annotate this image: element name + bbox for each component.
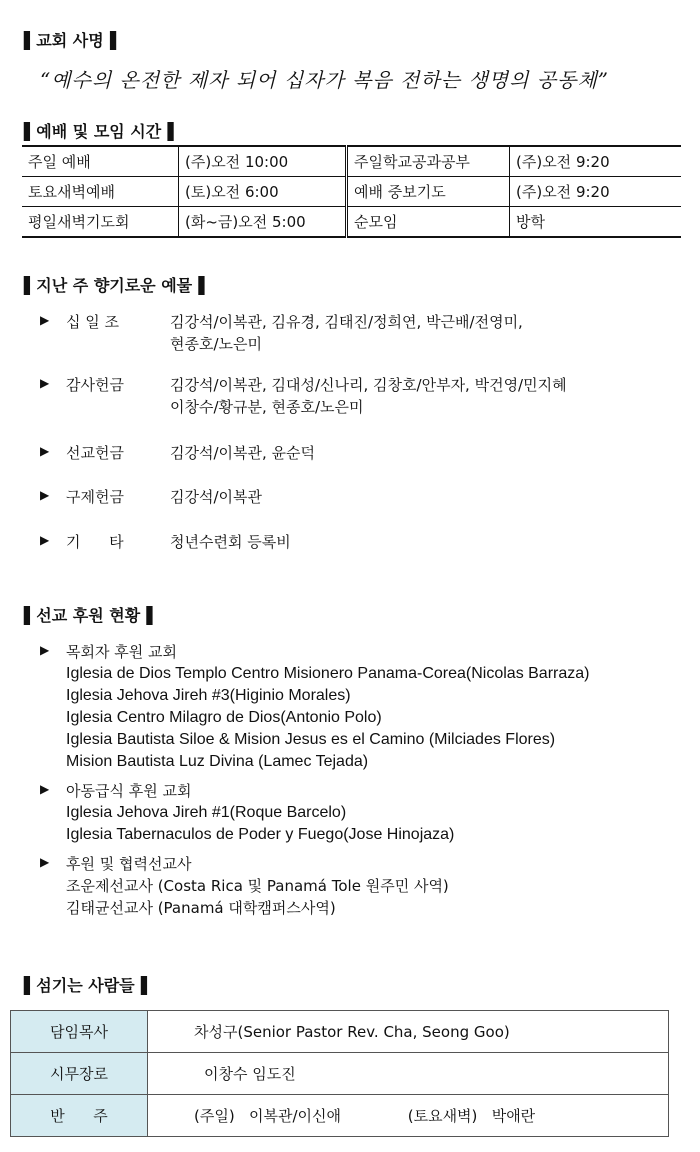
offering-names bbox=[170, 374, 650, 418]
mission-group-head: 목회자 후원 교회 bbox=[66, 643, 177, 661]
table-cell: 토요새벽예배 bbox=[22, 177, 179, 207]
table-row bbox=[11, 1095, 669, 1137]
table-cell: (주)오전 9:20 bbox=[510, 146, 682, 177]
table-row bbox=[11, 1053, 669, 1095]
offering-label: 감사헌금 bbox=[66, 376, 124, 394]
triangle-right-icon: ▶ bbox=[40, 376, 50, 390]
list-item: Iglesia Jehova Jireh #1(Roque Barcelo) bbox=[66, 804, 347, 821]
table-cell: (주)오전 10:00 bbox=[179, 146, 347, 177]
mission-group-lines bbox=[66, 802, 686, 846]
role-value: 차성구(Senior Pastor Rev. Cha, Seong Goo) bbox=[148, 1011, 669, 1053]
section-title-mission-support: ▌선교 후원 현황▐ bbox=[24, 606, 153, 625]
list-item: Iglesia Tabernaculos de Poder y Fuego(Jose Hinojaza) bbox=[66, 826, 455, 843]
table-row bbox=[22, 146, 681, 177]
role-label: 시무장로 bbox=[11, 1053, 148, 1095]
offering-names-line: 김강석/이복관 bbox=[170, 488, 262, 506]
list-item: 조운제선교사 (Costa Rica 및 Panamá Tole 원주민 사역) bbox=[66, 877, 449, 895]
list-item: Iglesia Jehova Jireh #3(Higinio Morales) bbox=[66, 687, 351, 704]
section-title-servants: ▌섬기는 사람들▐ bbox=[24, 976, 147, 995]
table-cell: 주일 예배 bbox=[22, 146, 179, 177]
role-value: 이창수 임도진 bbox=[148, 1053, 669, 1095]
triangle-right-icon: ▶ bbox=[40, 855, 50, 869]
offering-names-line: 이창수/황규분, 현종호/노은미 bbox=[170, 398, 364, 416]
table-cell: (화~금)오전 5:00 bbox=[179, 207, 347, 238]
table-cell: 방학 bbox=[510, 207, 682, 238]
triangle-right-icon: ▶ bbox=[40, 782, 50, 796]
triangle-right-icon: ▶ bbox=[40, 444, 50, 458]
section-title-worship-times: ▌예배 및 모임 시간▐ bbox=[24, 122, 174, 141]
table-cell: 예배 중보기도 bbox=[347, 177, 510, 207]
section-title-mission-statement: ▌교회 사명▐ bbox=[24, 31, 117, 50]
table-cell: 주일학교공과공부 bbox=[347, 146, 510, 177]
table-cell: (주)오전 9:20 bbox=[510, 177, 682, 207]
offering-names bbox=[170, 486, 650, 508]
table-row bbox=[22, 207, 681, 238]
list-item: Iglesia Bautista Siloe & Mision Jesus es el Camino (Milciades Flores) bbox=[66, 731, 556, 748]
role-label: 반 주 bbox=[11, 1095, 148, 1137]
offering-label: 선교헌금 bbox=[66, 444, 124, 462]
section-title-offerings: ▌지난 주 향기로운 예물▐ bbox=[24, 276, 205, 295]
offering-label: 기 타 bbox=[66, 533, 124, 551]
offering-names-line: 김강석/이복관, 윤순덕 bbox=[170, 444, 316, 462]
offering-names-line: 현종호/노은미 bbox=[170, 335, 262, 353]
table-row bbox=[22, 177, 681, 207]
triangle-right-icon: ▶ bbox=[40, 533, 50, 547]
role-label: 담임목사 bbox=[11, 1011, 148, 1053]
table-row bbox=[11, 1011, 669, 1053]
list-item: Iglesia Centro Milagro de Dios(Antonio Polo) bbox=[66, 709, 382, 726]
table-cell: (토)오전 6:00 bbox=[179, 177, 347, 207]
offering-label: 십 일 조 bbox=[66, 313, 120, 331]
mission-group-lines bbox=[66, 663, 686, 773]
mission-group-head: 후원 및 협력선교사 bbox=[66, 855, 192, 873]
offering-names bbox=[170, 442, 650, 464]
role-value: (주일) 이복관/이신애 (토요새벽) 박애란 bbox=[148, 1095, 669, 1137]
table-cell: 순모임 bbox=[347, 207, 510, 238]
servants-table bbox=[10, 1010, 669, 1137]
table-cell: 평일새벽기도회 bbox=[28, 213, 130, 231]
offering-names-line: 김강석/이복관, 김유경, 김태진/정희연, 박근배/전영미, bbox=[170, 313, 523, 331]
offering-names bbox=[170, 311, 650, 355]
mission-group-head: 아동급식 후원 교회 bbox=[66, 782, 192, 800]
offering-label: 구제헌금 bbox=[66, 488, 124, 506]
offering-names-line: 청년수련회 등록비 bbox=[170, 533, 291, 551]
worship-schedule-table bbox=[22, 145, 681, 238]
church-motto: “예수의 온전한 제자 되어 십자가 복음 전하는 생명의 공동체” bbox=[40, 68, 609, 92]
list-item: Mision Bautista Luz Divina (Lamec Tejada) bbox=[66, 753, 369, 770]
list-item: Iglesia de Dios Templo Centro Misionero Panama-Corea(Nicolas Barraza) bbox=[66, 665, 590, 682]
triangle-right-icon: ▶ bbox=[40, 313, 50, 327]
triangle-right-icon: ▶ bbox=[40, 643, 50, 657]
list-item: 김태균선교사 (Panamá 대학캠퍼스사역) bbox=[66, 899, 336, 917]
triangle-right-icon: ▶ bbox=[40, 488, 50, 502]
offering-names bbox=[170, 531, 650, 553]
mission-group-lines bbox=[66, 875, 686, 919]
offering-names-line: 김강석/이복관, 김대성/신나리, 김창호/안부자, 박건영/민지혜 bbox=[170, 376, 567, 394]
